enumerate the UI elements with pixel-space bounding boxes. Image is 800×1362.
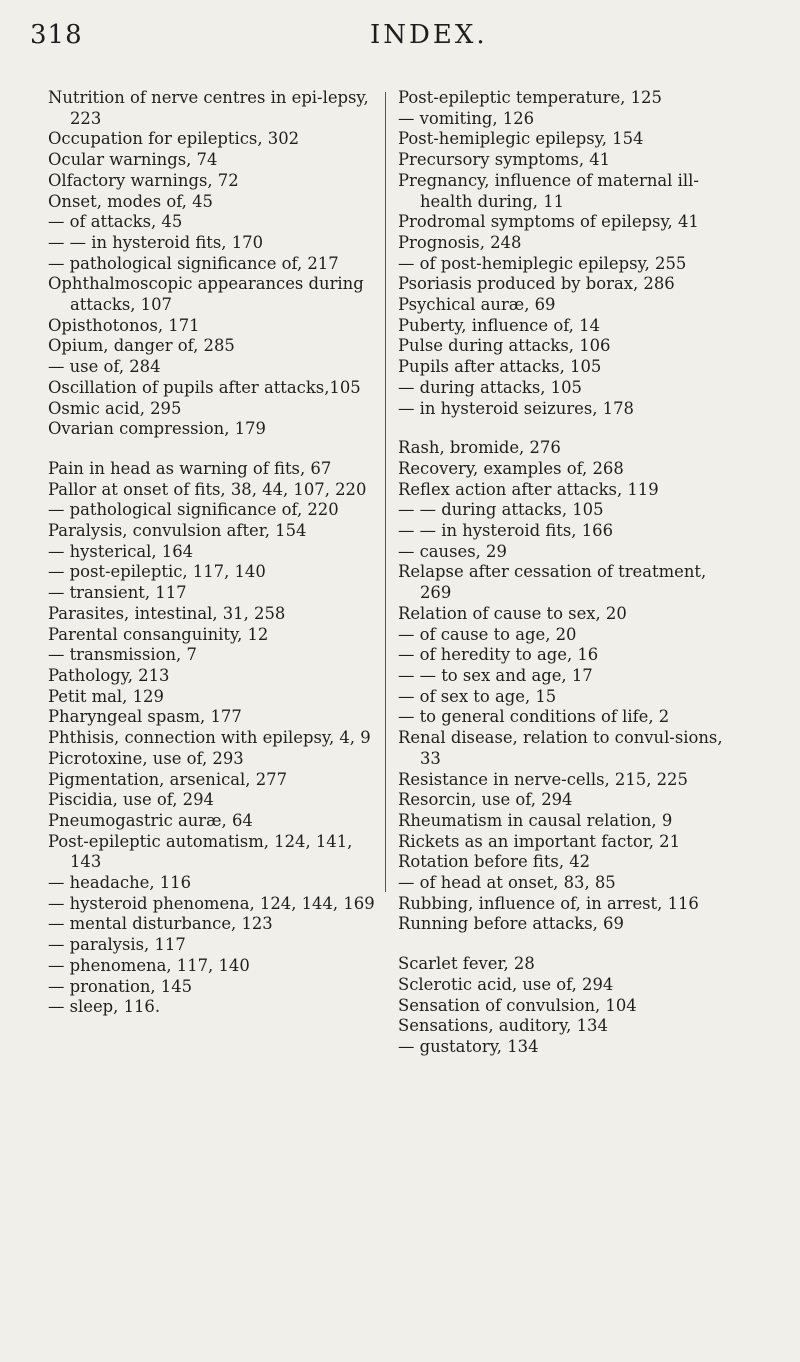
index-entry: — — to sex and age, 17 <box>398 665 593 685</box>
index-entry: Pregnancy, influence of maternal ill-health during, 11 <box>398 170 699 211</box>
index-entry: Pupils after attacks, 105 <box>398 357 602 377</box>
index-entry: Picrotoxine, use of, 293 <box>48 748 244 768</box>
index-entry: Reflex action after attacks, 119 <box>398 479 659 499</box>
index-entry: — gustatory, 134 <box>398 1036 539 1056</box>
index-entry: Rheumatism in causal relation, 9 <box>398 810 673 830</box>
index-entry: Paralysis, convulsion after, 154 <box>48 521 307 541</box>
index-entry: Sensation of convulsion, 104 <box>398 995 637 1015</box>
index-entry: Puberty, influence of, 14 <box>398 315 600 335</box>
index-entry: — sleep, 116. <box>48 997 161 1017</box>
index-entry: — — in hysteroid fits, 166 <box>398 521 614 541</box>
index-entry: — phenomena, 117, 140 <box>48 955 250 975</box>
index-column-right <box>398 88 728 1058</box>
index-entry: Rash, bromide, 276 <box>398 438 561 458</box>
index-entry: Opisthotonos, 171 <box>48 315 200 335</box>
index-entry: Phthisis, connection with epilepsy, 4, 9 <box>48 728 371 748</box>
index-entry: Precursory symptoms, 41 <box>398 150 611 170</box>
index-entry: Scarlet fever, 28 <box>398 954 535 974</box>
index-entry: Pathology, 213 <box>48 665 170 685</box>
index-entry: Renal disease, relation to convul-sions, 33 <box>398 728 723 768</box>
index-entry: Prodromal symptoms of epilepsy, 41 <box>398 212 699 232</box>
index-entry: — paralysis, 117 <box>48 935 186 955</box>
index-entry: Post-epileptic automatism, 124, 141, 143 <box>48 831 353 872</box>
index-entry: Parasites, intestinal, 31, 258 <box>48 603 286 623</box>
index-entry: Onset, modes of, 45 <box>48 191 213 211</box>
index-entry: — hysteroid phenomena, 124, 144, 169 <box>48 893 375 913</box>
column-divider <box>385 92 386 892</box>
index-entry: — pathological significance of, 217 <box>48 253 339 273</box>
index-entry: Oscillation of pupils after attacks,105 <box>48 377 361 397</box>
index-entry: — causes, 29 <box>398 541 507 561</box>
index-entry: Opium, danger of, 285 <box>48 336 235 356</box>
index-entry: — pronation, 145 <box>48 976 193 996</box>
index-entry: Running before attacks, 69 <box>398 914 624 934</box>
page-header <box>30 20 770 68</box>
index-entry: — transmission, 7 <box>48 645 197 665</box>
index-entry: Psoriasis produced by borax, 286 <box>398 274 675 294</box>
index-entry: — vomiting, 126 <box>398 108 535 128</box>
index-entry: Sensations, auditory, 134 <box>398 1016 608 1036</box>
page-number: 318 <box>30 20 83 50</box>
index-entry: — mental disturbance, 123 <box>48 914 273 934</box>
index-entry: Rickets as an important factor, 21 <box>398 831 681 851</box>
index-entry: Ovarian compression, 179 <box>48 419 266 439</box>
index-entry: — of attacks, 45 <box>48 212 183 232</box>
index-entry: Pain in head as warning of fits, 67 <box>48 458 332 478</box>
index-entry: Parental consanguinity, 12 <box>48 624 269 644</box>
index-entry: Pneumogastric auræ, 64 <box>48 810 253 830</box>
running-title: INDEX. <box>370 20 488 50</box>
index-entry: Piscidia, use of, 294 <box>48 790 214 810</box>
index-entry: — pathological significance of, 220 <box>48 500 339 520</box>
index-entry: — — in hysteroid fits, 170 <box>48 232 264 252</box>
index-entry: Olfactory warnings, 72 <box>48 170 239 190</box>
index-entry: — to general conditions of life, 2 <box>398 707 670 727</box>
index-entry: — of head at onset, 83, 85 <box>398 873 616 893</box>
index-entry: — of heredity to age, 16 <box>398 645 599 665</box>
index-entry: Pallor at onset of fits, 38, 44, 107, 220 <box>48 479 367 499</box>
index-entry: Occupation for epileptics, 302 <box>48 129 300 149</box>
index-entry: Relapse after cessation of treatment, 269 <box>398 562 707 603</box>
index-entry: — transient, 117 <box>48 583 187 603</box>
index-entry: Prognosis, 248 <box>398 232 522 252</box>
index-entry: Pulse during attacks, 106 <box>398 336 611 356</box>
index-entry: Rubbing, influence of, in arrest, 116 <box>398 893 699 913</box>
index-entry: — of post-hemiplegic epilepsy, 255 <box>398 253 687 273</box>
index-entry: Nutrition of nerve centres in epi-lepsy, 223 <box>48 88 369 128</box>
index-entry: — hysterical, 164 <box>48 541 194 561</box>
index-entry: Ocular warnings, 74 <box>48 150 218 170</box>
index-entry: Sclerotic acid, use of, 294 <box>398 974 614 994</box>
index-entry: Post-epileptic temperature, 125 <box>398 88 662 107</box>
index-entry: Rotation before fits, 42 <box>398 852 591 872</box>
index-entry: Relation of cause to sex, 20 <box>398 603 627 623</box>
index-column-left <box>48 88 376 1018</box>
index-entry: Resistance in nerve-cells, 215, 225 <box>398 769 688 789</box>
index-entry: Recovery, examples of, 268 <box>398 458 624 478</box>
index-entry: Psychical auræ, 69 <box>398 295 556 315</box>
index-entry: Petit mal, 129 <box>48 686 164 706</box>
index-entry: — post-epileptic, 117, 140 <box>48 562 266 582</box>
index-entry: Pigmentation, arsenical, 277 <box>48 769 288 789</box>
index-entry: — of cause to age, 20 <box>398 624 577 644</box>
index-entry: Osmic acid, 295 <box>48 398 182 418</box>
index-entry: Post-hemiplegic epilepsy, 154 <box>398 129 644 149</box>
index-entry: — during attacks, 105 <box>398 377 582 397</box>
index-entry: — of sex to age, 15 <box>398 686 557 706</box>
index-entry: Pharyngeal spasm, 177 <box>48 707 242 727</box>
index-entry: Ophthalmoscopic appearances during attacks, 107 <box>48 274 364 315</box>
index-entry: Resorcin, use of, 294 <box>398 790 573 810</box>
index-entry: — use of, 284 <box>48 357 161 377</box>
index-entry: — headache, 116 <box>48 873 192 893</box>
index-entry: — in hysteroid seizures, 178 <box>398 398 634 418</box>
index-entry: — — during attacks, 105 <box>398 500 604 520</box>
